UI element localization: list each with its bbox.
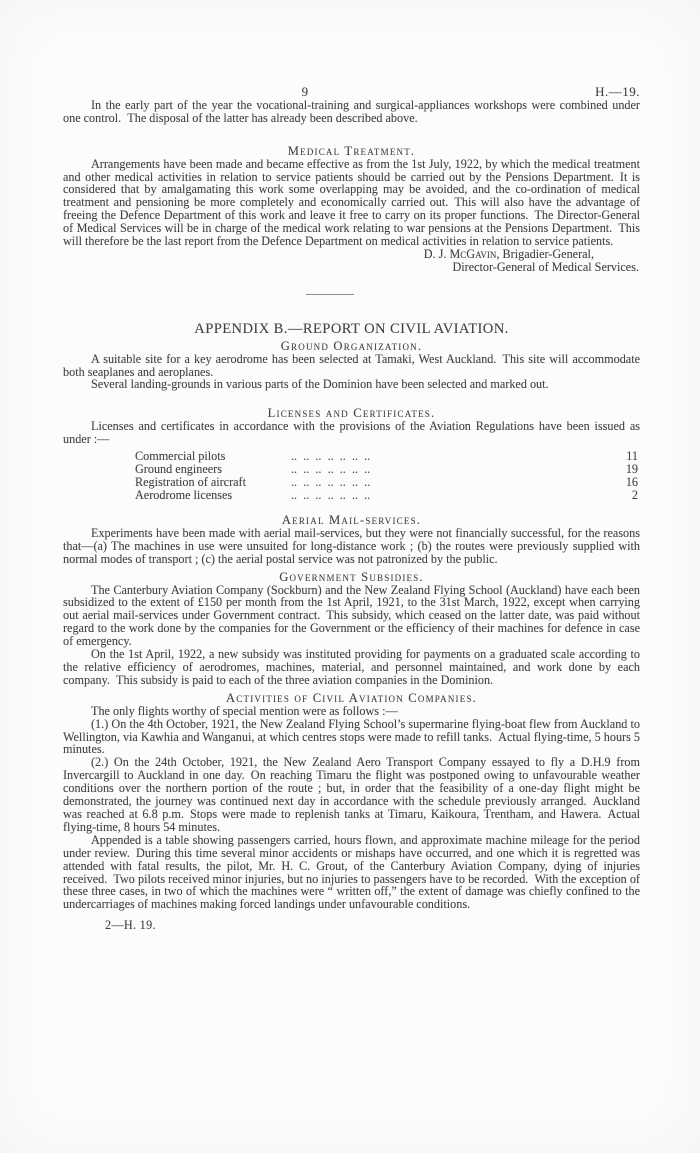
dot-leader: .. .. .. .. .. .. .. (291, 489, 371, 503)
subsidies-paragraph-2: On the 1st April, 1922, a new subsidy was instituted providing for payments on a graduated scale according to the relative efficiency of aerodromes, machines, material, and personnel maintained, and work done by each company. This subsidy is paid to each of the three aviation companies in the Dominion. (63, 647, 640, 687)
license-value: 16 (625, 475, 638, 490)
page-header (63, 86, 640, 99)
license-value: 19 (625, 462, 638, 477)
report-reference: H.—19. (595, 84, 641, 99)
licenses-list (135, 450, 638, 502)
licenses-intro: Licenses and certificates in accordance with the provisions of the Aviation Regulations have been issued as under :— (63, 419, 640, 447)
dot-leader: .. .. .. .. .. .. .. (291, 476, 371, 490)
medical-treatment-heading: Medical Treatment. (287, 143, 416, 158)
license-label: Ground engineers (135, 462, 222, 477)
ground-organization-paragraph-1: A suitable site for a key aerodrome has been selected at Tamaki, West Auckland. This site will accommodate both seaplanes and aeroplanes. (63, 351, 640, 379)
dot-leader: .. .. .. .. .. .. .. (291, 463, 371, 477)
medical-treatment-paragraph: Arrangements have been made and became effective as from the 1st July, 1922, by which the medical treatment and other medical activities in relation to service patients should be carried out by the Pensions Department. It is considered that by amalgamating this work some overlapping may be avoided, and the co-ordination of medical treatment and pensioning be more completely and economically carried out. This will also have the advantage of freeing the Defence Department of this work and leave it free to carry on its proper functions. The Director-General of Medical Services will be in charge of the medical work relating to war pensions at the Pensions Department. This will therefore be the last report from the Defence Department on medical activities in relation to service patients. (63, 156, 640, 249)
dot-leader: .. .. .. .. .. .. .. (291, 450, 371, 464)
flight-item-2: (2.) On the 24th October, 1921, the New Zealand Aero Transport Company essayed to fly a D.H.9 from Invercargill to Auckland in one day. On reaching Timaru the flight was postponed owing to unfavourable weather conditions over the northern portion of the route ; but, in order that the feasibility of a one-day flight might be demonstrated, the journey was continued next day in accordance with the schedule previously arranged. Auckland was reached at 6.8 p.m. Stops were made to replenish tanks at Timaru, Kaikoura, Trentham, and Hawera. Actual flying-time, 8 hours 54 minutes. (63, 755, 640, 834)
subsidies-heading: Government Subsidies. (279, 569, 424, 584)
license-label: Registration of aircraft (135, 475, 246, 490)
signature-rank: , Brigadier-General, (496, 246, 594, 261)
ground-organization-paragraph-2: Several landing-grounds in various parts of the Dominion have been selected and marked out. (91, 377, 549, 392)
footer-signature: 2—H. 19. (105, 918, 156, 933)
aerial-mail-paragraph: Experiments have been made with aerial mail-services, but they were not financially successful, for the reasons that—(a) The machines in use were unsuited for long-distance work ; (b) the routes were previously supplied with normal modes of transport ; (c) the aerial postal service was not patronized by the public. (63, 525, 640, 566)
license-value: 11 (626, 449, 638, 464)
signature-line-name (63, 248, 640, 261)
signature-name: D. J. McGavin (423, 246, 497, 261)
section-divider (306, 294, 354, 295)
aerial-mail-heading: Aerial Mail-services. (281, 513, 422, 528)
page-content (63, 86, 640, 932)
ground-organization-heading: Ground Organization. (280, 338, 423, 353)
intro-paragraph: In the early part of the year the vocational-training and surgical-appliances workshops were combined under one control. The disposal of the latter has already been described above. (63, 97, 640, 125)
subsidies-paragraph-1: The Canterbury Aviation Company (Sockburn) and the New Zealand Flying School (Auckland) have each been subsidized to the extent of £150 per month from the 1st April, 1921, to the 31st March, 1922, except when carrying out aerial mail-services under Government contract. This subsidy, which ceased on the latter date, was paid without regard to the work done by the companies for the Government or the efficiency of their machines for defence in case of emergency. (63, 582, 640, 649)
flight-item-1: (1.) On the 4th October, 1921, the New Zealand Flying School’s supermarine flying-boat flew from Auckland to Wellington, via Kawhia and Wanganui, at which centres stops were made to refill tanks. Actual flying-time, 5 hours 5 minutes. (63, 716, 640, 757)
license-row (135, 489, 638, 502)
license-value: 2 (631, 488, 638, 503)
license-label: Aerodrome licenses (135, 488, 233, 503)
signature-line-title: Director-General of Medical Services. (452, 259, 639, 274)
appendix-title: APPENDIX B.—REPORT ON CIVIL AVIATION. (194, 320, 509, 337)
license-label: Commercial pilots (135, 449, 226, 464)
activities-heading: Activities of Civil Aviation Companies. (226, 690, 477, 705)
activities-intro: The only flights worthy of special mention were as follows :— (91, 703, 398, 718)
page-number: 9 (301, 84, 309, 99)
licenses-heading: Licenses and Certificates. (267, 406, 436, 421)
closing-paragraph: Appended is a table showing passengers carried, hours flown, and approximate machine mileage for the period under review. During this time several minor accidents or mishaps have occurred, and one which it is regretted was attended with fatal results, the pilot, Mr. H. C. Grout, of the Canterbury Aviation Company, dying of injuries received. Two pilots received minor injuries, but no injuries to passengers have to be recorded. With the exception of these three cases, in two of which the machines were “ written off,” the extent of damage was chiefly confined to the undercarriages of machines making forced landings under unfavourable conditions. (63, 832, 640, 912)
